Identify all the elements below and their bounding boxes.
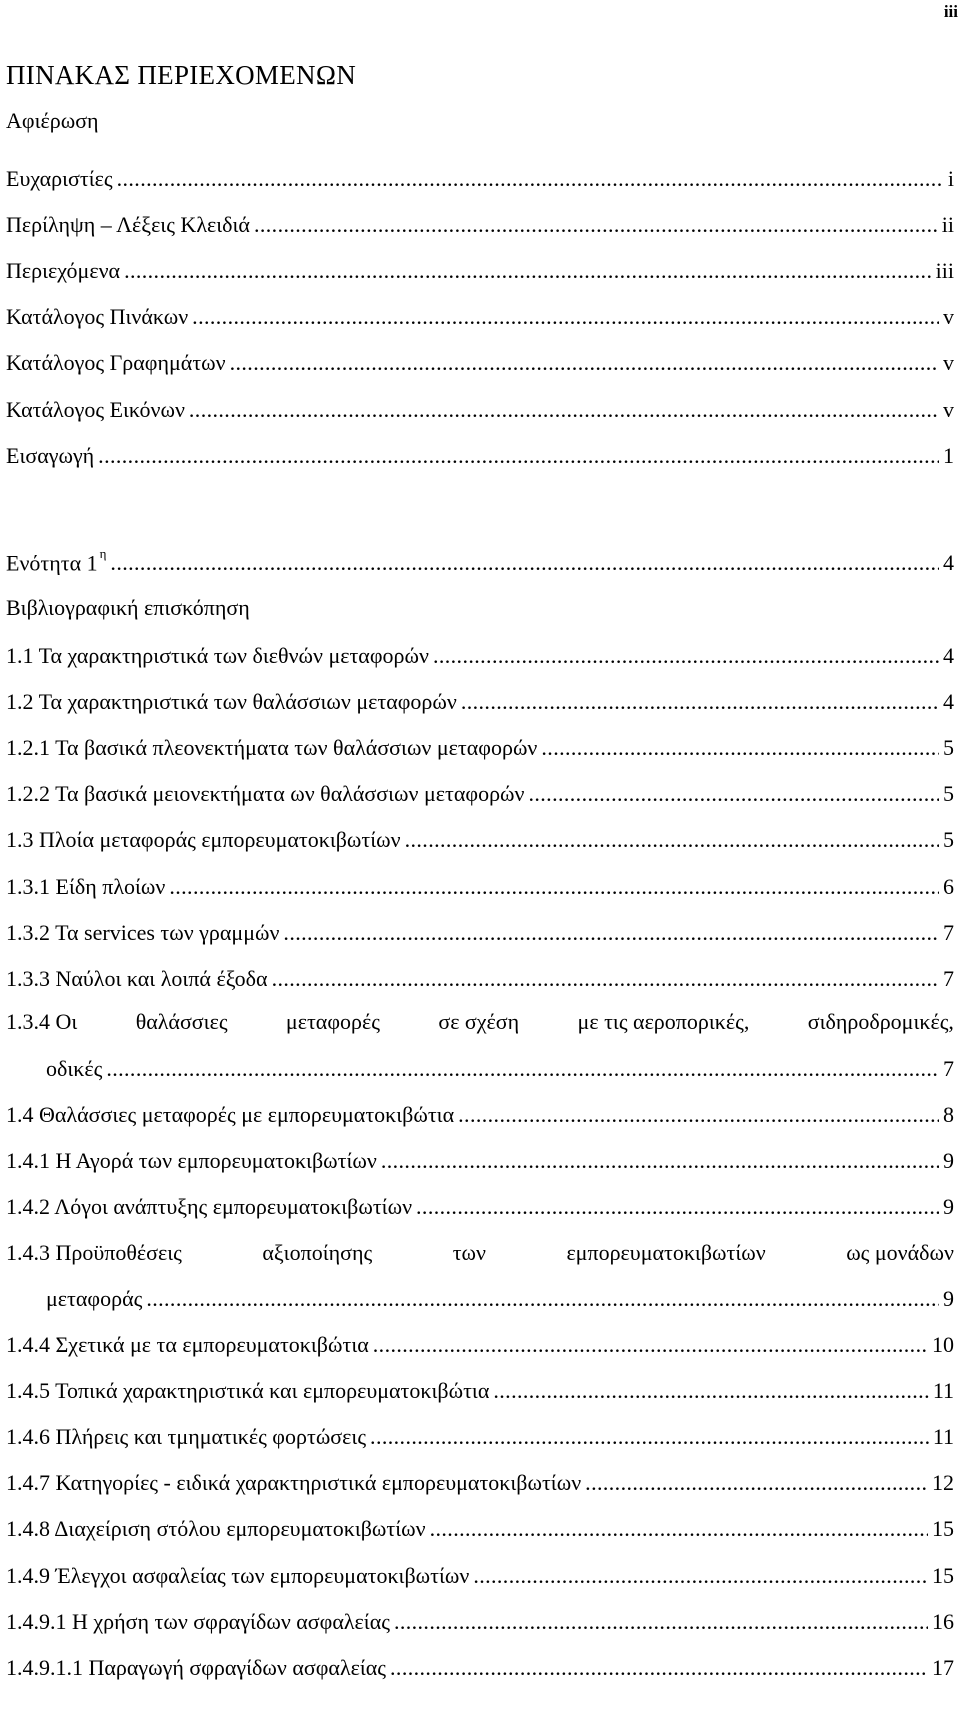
toc-page-number: v <box>943 304 954 330</box>
dot-leader <box>394 1609 928 1635</box>
toc-page-number: 9 <box>943 1286 954 1311</box>
toc-page-number: 5 <box>943 781 954 807</box>
toc-page-number: 7 <box>943 965 954 991</box>
toc-entry[interactable] <box>6 304 954 330</box>
toc-entry-label: 1.3 Πλοία μεταφοράς εμπορευματοκιβωτίων <box>6 827 401 853</box>
dedication-label: Αφιέρωση <box>6 108 99 133</box>
toc-entry[interactable] <box>6 920 954 946</box>
toc-page-number: 4 <box>943 550 954 576</box>
toc-entry[interactable] <box>6 397 954 423</box>
toc-entry-word: 1.4.3 Προϋποθέσεις <box>6 1240 182 1265</box>
page-number: iii <box>943 2 958 21</box>
dot-leader <box>146 1286 939 1312</box>
toc-entry[interactable] <box>6 1332 954 1358</box>
toc-entry-label: οδικές <box>46 1056 103 1081</box>
toc-entry-label: Κατάλογος Πινάκων <box>6 304 189 330</box>
dot-leader <box>106 1056 939 1082</box>
toc-entry[interactable] <box>6 1563 954 1589</box>
toc-entry-continuation[interactable] <box>46 1286 954 1312</box>
superscript: η <box>99 546 107 561</box>
toc-entry-word: με τις αεροπορικές, <box>577 1009 750 1034</box>
toc-entry-word: ως μονάδων <box>846 1240 954 1265</box>
toc-entry-continuation[interactable] <box>46 1056 954 1082</box>
toc-page-number: 15 <box>932 1562 954 1588</box>
toc-page-number: 1 <box>943 442 954 468</box>
toc-entry-label: 1.3.2 Τα services των γραμμών <box>6 919 280 945</box>
dot-leader <box>405 827 939 853</box>
toc-entry-label: 1.2.1 Τα βασικά πλεονεκτήματα των θαλάσσιων μεταφορών <box>6 735 538 761</box>
toc-page-number: ii <box>941 212 954 238</box>
toc-entry[interactable] <box>6 166 954 192</box>
dot-leader <box>98 443 939 469</box>
toc-entry-multiline[interactable] <box>6 1009 954 1035</box>
toc-page-number: 17 <box>932 1654 954 1680</box>
toc-page-number: 8 <box>943 1102 954 1127</box>
dot-leader <box>169 874 939 900</box>
toc-page-number: 4 <box>943 643 954 668</box>
toc-entry[interactable] <box>6 1424 954 1450</box>
toc-page-number: v <box>943 396 954 422</box>
toc-page-number: 4 <box>943 689 954 715</box>
toc-entry-label: 1.1 Τα χαρακτηριστικά των διεθνών μεταφορών <box>6 643 429 668</box>
toc-entry-label: Εισαγωγή <box>6 442 95 468</box>
toc-page-number: 16 <box>932 1608 954 1634</box>
dot-leader <box>230 350 939 376</box>
toc-page-number: 12 <box>932 1470 954 1496</box>
toc-entry-label: 1.4.9 Έλεγχοι ασφαλείας των εμπορευματοκιβωτίων <box>6 1562 470 1588</box>
dot-leader <box>189 397 939 423</box>
dot-leader <box>373 1332 928 1358</box>
toc-entry-word: σε σχέση <box>438 1009 520 1034</box>
dot-leader <box>461 689 939 715</box>
dot-leader <box>585 1470 928 1496</box>
dot-leader <box>117 166 944 192</box>
toc-entry[interactable] <box>6 443 954 469</box>
toc-entry[interactable] <box>6 212 954 238</box>
toc-entry-label: 1.4.2 Λόγοι ανάπτυξης εμπορευματοκιβωτίων <box>6 1194 413 1220</box>
toc-entry-word: των <box>452 1240 486 1265</box>
toc-entry[interactable] <box>6 350 954 376</box>
toc-entry-word: σιδηροδρομικές, <box>807 1009 954 1034</box>
toc-page-number: 10 <box>932 1332 954 1357</box>
dot-leader <box>541 735 939 761</box>
toc-entry[interactable] <box>6 735 954 761</box>
dot-leader <box>283 920 939 946</box>
dot-leader <box>370 1424 929 1450</box>
toc-page-number: iii <box>935 258 954 284</box>
toc-entry-label: 1.4.4 Σχετικά με τα εμπορευματοκιβώτια <box>6 1332 369 1357</box>
toc-page-number: 5 <box>943 827 954 853</box>
dot-leader <box>381 1148 939 1174</box>
toc-entry[interactable] <box>6 1516 954 1542</box>
toc-entry[interactable] <box>6 1378 954 1404</box>
dot-leader <box>272 966 939 992</box>
dot-leader <box>493 1378 928 1404</box>
dot-leader <box>110 550 939 576</box>
toc-entry-label: 1.4 Θαλάσσιες μεταφορές με εμπορευματοκιβώτια <box>6 1102 455 1127</box>
toc-entry[interactable] <box>6 874 954 900</box>
toc-page-number: 15 <box>932 1516 954 1542</box>
toc-page-number: 9 <box>943 1148 954 1174</box>
toc-entry-label: 1.4.6 Πλήρεις και τμηματικές φορτώσεις <box>6 1424 367 1450</box>
toc-entry-label: Περίληψη – Λέξεις Κλειδιά <box>6 212 250 238</box>
toc-entry-multiline[interactable] <box>6 1240 954 1266</box>
toc-entry-label: 1.3.1 Είδη πλοίων <box>6 873 166 899</box>
toc-entry-word: εμπορευματοκιβωτίων <box>566 1240 766 1265</box>
toc-page-number: 11 <box>932 1378 954 1404</box>
toc-entry-label: Περιεχόμενα <box>6 258 121 284</box>
dot-leader <box>430 1516 928 1542</box>
dot-leader <box>433 643 939 669</box>
dot-leader <box>416 1194 939 1220</box>
toc-entry[interactable] <box>6 258 954 284</box>
toc-page-number: 7 <box>943 1056 954 1081</box>
toc-page-number: 9 <box>943 1194 954 1220</box>
toc-entry[interactable] <box>6 1194 954 1220</box>
toc-entry-label: Κατάλογος Εικόνων <box>6 396 185 422</box>
toc-entry-label: Ευχαριστίες <box>6 166 113 191</box>
toc-page-number: v <box>943 350 954 376</box>
toc-entry-label: 1.4.8 Διαχείριση στόλου εμπορευματοκιβωτίων <box>6 1516 426 1542</box>
toc-entry[interactable] <box>6 1609 954 1635</box>
toc-page-number: 11 <box>932 1424 954 1450</box>
toc-entry-unit[interactable] <box>6 546 954 576</box>
toc-entry-label: 1.4.7 Κατηγορίες - ειδικά χαρακτηριστικά εμπορευματοκιβωτίων <box>6 1470 582 1496</box>
dot-leader <box>124 258 932 284</box>
toc-entry[interactable] <box>6 827 954 853</box>
dot-leader <box>254 212 938 238</box>
toc-entry-word: αξιοποίησης <box>262 1240 373 1265</box>
dot-leader <box>473 1563 928 1589</box>
dot-leader <box>390 1655 928 1681</box>
toc-entry-label: 1.2 Τα χαρακτηριστικά των θαλάσσιων μεταφορών <box>6 689 457 715</box>
toc-entry-label: Κατάλογος Γραφημάτων <box>6 350 226 376</box>
toc-page-number: i <box>947 166 954 191</box>
toc-entry[interactable] <box>6 1655 954 1681</box>
toc-entry-label: 1.4.5 Τοπικά χαρακτηριστικά και εμπορευματοκιβώτια <box>6 1378 490 1404</box>
toc-entry-word: θαλάσσιες <box>135 1009 228 1034</box>
toc-entry[interactable] <box>6 966 954 992</box>
dot-leader <box>528 781 939 807</box>
toc-entry[interactable] <box>6 689 954 715</box>
toc-entry-label: 1.3.3 Ναύλοι και λοιπά έξοδα <box>6 965 268 991</box>
toc-entry-label: μεταφοράς <box>46 1286 143 1311</box>
toc-entry-label: 1.4.9.1.1 Παραγωγή σφραγίδων ασφαλείας <box>6 1654 387 1680</box>
page-title: ΠΙΝΑΚΑΣ ΠΕΡΙΕΧΟΜΕΝΩΝ <box>6 60 356 90</box>
toc-entry[interactable] <box>6 781 954 807</box>
toc-entry[interactable] <box>6 1102 954 1128</box>
toc-entry-label: 1.2.2 Τα βασικά μειονεκτήματα ων θαλάσσιων μεταφορών <box>6 781 525 807</box>
toc-entry[interactable] <box>6 643 954 669</box>
toc-entry-label: 1.4.1 Η Αγορά των εμπορευματοκιβωτίων <box>6 1148 377 1174</box>
dot-leader <box>458 1102 939 1128</box>
toc-entry-label: Ενότητα 1 $^\eta$ <box>6 546 107 576</box>
toc-entry[interactable] <box>6 1148 954 1174</box>
dot-leader <box>192 304 939 330</box>
toc-entry-label: 1.4.9.1 Η χρήση των σφραγίδων ασφαλείας <box>6 1608 390 1634</box>
toc-page-number: 7 <box>943 919 954 945</box>
toc-entry-word: μεταφορές <box>285 1009 380 1034</box>
toc-entry[interactable] <box>6 1470 954 1496</box>
toc-entry-word: 1.3.4 Οι <box>6 1009 78 1034</box>
toc-page-number: 6 <box>943 873 954 899</box>
toc-page-number: 5 <box>943 735 954 761</box>
unit-subtitle: Βιβλιογραφική επισκόπηση <box>6 595 250 620</box>
